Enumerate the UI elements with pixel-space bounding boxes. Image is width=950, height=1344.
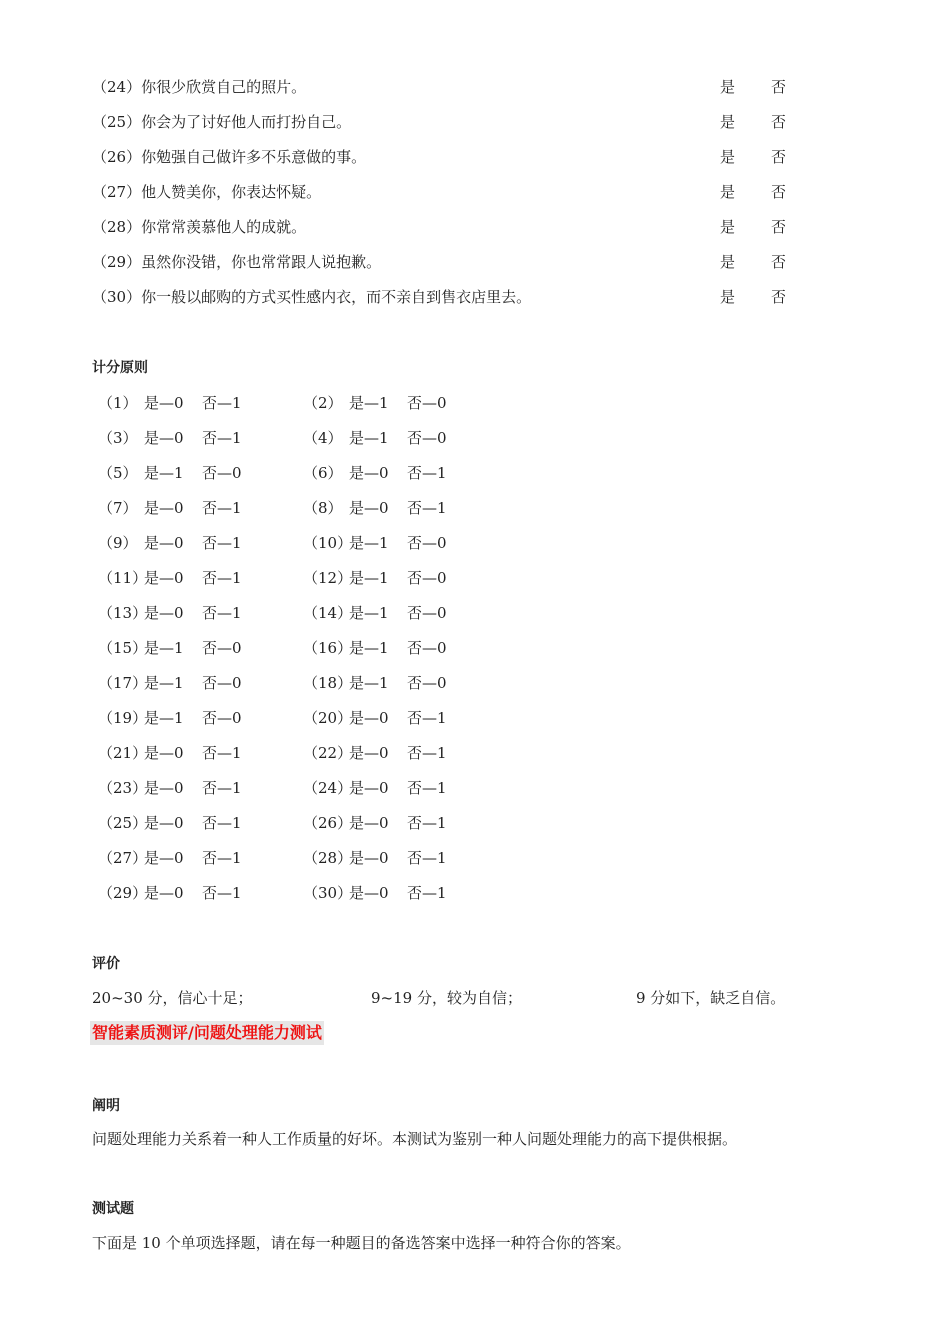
scoring-no-value: 否—0 [407,569,447,587]
scoring-no-value: 否—1 [202,569,242,587]
scoring-no-value: 否—1 [202,744,242,762]
scoring-item-number: （29） [98,884,148,902]
scoring-yes-value: 是—0 [349,499,389,517]
scoring-no-value: 否—1 [202,604,242,622]
scoring-item-number: （16） [303,639,353,657]
scoring-item-number: （30） [303,884,353,902]
scoring-item-number: （17） [98,674,148,692]
question-row [92,110,812,134]
scoring-item-number: （2） [303,394,343,412]
scoring-yes-value: 是—1 [349,639,389,657]
scoring-no-value: 否—0 [407,639,447,657]
scoring-yes-value: 是—1 [144,709,184,727]
scoring-item [303,636,447,660]
scoring-no-value: 否—1 [202,814,242,832]
answer-no-option[interactable]: 否 [771,113,787,131]
scoring-item-number: （28） [303,849,353,867]
scoring-item-number: （22） [303,744,353,762]
scoring-item [98,391,242,415]
scoring-item [303,741,447,765]
scoring-no-value: 否—1 [202,779,242,797]
scoring-item [98,601,242,625]
answer-no-option[interactable]: 否 [771,148,787,166]
scoring-no-value: 否—0 [407,429,447,447]
scoring-item [98,566,242,590]
scoring-no-value: 否—0 [202,674,242,692]
scoring-item-number: （7） [98,499,138,517]
scoring-item-number: （15） [98,639,148,657]
answer-no-option[interactable]: 否 [771,288,787,306]
scoring-item [98,426,242,450]
scoring-yes-value: 是—1 [144,674,184,692]
answer-no-option[interactable]: 否 [771,183,787,201]
explanation-text: 问题处理能力关系着一种人工作质量的好坏。本测试为鉴别一种人问题处理能力的高下提供根据。 [92,1130,738,1148]
scoring-yes-value: 是—0 [144,849,184,867]
scoring-item [303,426,447,450]
scoring-item [303,776,447,800]
scoring-item-number: （18） [303,674,353,692]
question-row [92,145,812,169]
scoring-item-number: （14） [303,604,353,622]
scoring-item [303,391,447,415]
scoring-item [303,811,447,835]
scoring-yes-value: 是—1 [349,674,389,692]
question-text: （28）你常常羡慕他人的成就。 [92,218,307,236]
scoring-item [98,741,242,765]
section-title: 智能素质测评/问题处理能力测试 [90,1021,324,1045]
answer-yes-option[interactable]: 是 [720,113,736,131]
scoring-yes-value: 是—0 [144,394,184,412]
answer-yes-option[interactable]: 是 [720,218,736,236]
scoring-item [303,531,447,555]
scoring-item-number: （9） [98,534,138,552]
scoring-heading: 计分原则 [92,360,148,376]
scoring-item-number: （3） [98,429,138,447]
scoring-no-value: 否—1 [202,429,242,447]
scoring-yes-value: 是—1 [349,534,389,552]
test-heading: 测试题 [92,1201,134,1217]
scoring-item-number: （12） [303,569,353,587]
explanation-heading: 阐明 [92,1098,120,1114]
scoring-yes-value: 是—0 [144,499,184,517]
scoring-yes-value: 是—0 [144,534,184,552]
scoring-item-number: （8） [303,499,343,517]
scoring-item-number: （24） [303,779,353,797]
evaluation-mid: 9~19 分，较为自信； [371,989,522,1007]
answer-no-option[interactable]: 否 [771,78,787,96]
scoring-item [98,706,242,730]
question-text: （26）你勉强自己做许多不乐意做的事。 [92,148,367,166]
scoring-item [98,881,242,905]
scoring-no-value: 否—1 [202,394,242,412]
scoring-item [98,846,242,870]
scoring-item-number: （27） [98,849,148,867]
scoring-item [303,566,447,590]
evaluation-heading: 评价 [92,956,120,972]
scoring-yes-value: 是—0 [349,849,389,867]
scoring-item [98,461,242,485]
scoring-yes-value: 是—0 [349,779,389,797]
scoring-no-value: 否—0 [202,639,242,657]
scoring-item [303,461,447,485]
answer-yes-option[interactable]: 是 [720,148,736,166]
answer-yes-option[interactable]: 是 [720,288,736,306]
scoring-no-value: 否—0 [202,464,242,482]
scoring-item-number: （19） [98,709,148,727]
scoring-yes-value: 是—0 [144,604,184,622]
scoring-yes-value: 是—1 [349,429,389,447]
answer-yes-option[interactable]: 是 [720,78,736,96]
question-text: （25）你会为了讨好他人而打扮自己。 [92,113,352,131]
answer-no-option[interactable]: 否 [771,218,787,236]
question-text: （30）你一般以邮购的方式买性感内衣，而不亲自到售衣店里去。 [92,288,532,306]
scoring-yes-value: 是—0 [349,464,389,482]
evaluation-low: 9 分如下，缺乏自信。 [636,989,786,1007]
scoring-yes-value: 是—1 [144,464,184,482]
scoring-item-number: （13） [98,604,148,622]
question-row [92,285,812,309]
scoring-item [98,671,242,695]
scoring-no-value: 否—0 [407,604,447,622]
scoring-item-number: （1） [98,394,138,412]
scoring-item [98,636,242,660]
scoring-item-number: （23） [98,779,148,797]
scoring-item [303,881,447,905]
scoring-item-number: （11） [98,569,148,587]
evaluation-high: 20~30 分，信心十足； [92,989,253,1007]
scoring-no-value: 否—0 [407,534,447,552]
scoring-no-value: 否—1 [202,499,242,517]
scoring-item [303,671,447,695]
scoring-no-value: 否—0 [407,394,447,412]
question-text: （27）他人赞美你，你表达怀疑。 [92,183,322,201]
scoring-no-value: 否—1 [407,709,447,727]
scoring-no-value: 否—1 [202,884,242,902]
scoring-yes-value: 是—0 [349,709,389,727]
scoring-item [303,846,447,870]
scoring-yes-value: 是—0 [144,779,184,797]
scoring-no-value: 否—1 [202,534,242,552]
test-intro-text: 下面是 10 个单项选择题，请在每一种题目的备选答案中选择一种符合你的答案。 [92,1234,631,1252]
scoring-item [303,496,447,520]
scoring-no-value: 否—1 [407,884,447,902]
question-text: （24）你很少欣赏自己的照片。 [92,78,307,96]
scoring-yes-value: 是—0 [144,744,184,762]
scoring-item-number: （10） [303,534,353,552]
scoring-item [303,706,447,730]
answer-yes-option[interactable]: 是 [720,183,736,201]
scoring-no-value: 否—1 [407,499,447,517]
scoring-item [98,531,242,555]
scoring-no-value: 否—1 [407,814,447,832]
scoring-item [98,496,242,520]
question-text: （29）虽然你没错，你也常常跟人说抱歉。 [92,253,382,271]
scoring-item [303,601,447,625]
answer-no-option[interactable]: 否 [771,253,787,271]
scoring-item-number: （20） [303,709,353,727]
scoring-no-value: 否—1 [202,849,242,867]
scoring-no-value: 否—1 [407,464,447,482]
scoring-item-number: （6） [303,464,343,482]
scoring-item-number: （5） [98,464,138,482]
scoring-item-number: （4） [303,429,343,447]
scoring-yes-value: 是—0 [144,814,184,832]
scoring-no-value: 否—0 [202,709,242,727]
scoring-no-value: 否—0 [407,674,447,692]
scoring-yes-value: 是—1 [349,569,389,587]
question-row [92,215,812,239]
scoring-yes-value: 是—0 [349,884,389,902]
scoring-no-value: 否—1 [407,849,447,867]
scoring-item-number: （26） [303,814,353,832]
scoring-yes-value: 是—0 [144,884,184,902]
scoring-yes-value: 是—1 [144,639,184,657]
scoring-yes-value: 是—1 [349,394,389,412]
question-row [92,250,812,274]
answer-yes-option[interactable]: 是 [720,253,736,271]
question-row [92,75,812,99]
scoring-yes-value: 是—0 [349,744,389,762]
question-row [92,180,812,204]
scoring-no-value: 否—1 [407,744,447,762]
scoring-no-value: 否—1 [407,779,447,797]
scoring-item-number: （21） [98,744,148,762]
scoring-yes-value: 是—1 [349,604,389,622]
scoring-yes-value: 是—0 [349,814,389,832]
scoring-item-number: （25） [98,814,148,832]
scoring-item [98,776,242,800]
scoring-yes-value: 是—0 [144,429,184,447]
scoring-yes-value: 是—0 [144,569,184,587]
scoring-item [98,811,242,835]
